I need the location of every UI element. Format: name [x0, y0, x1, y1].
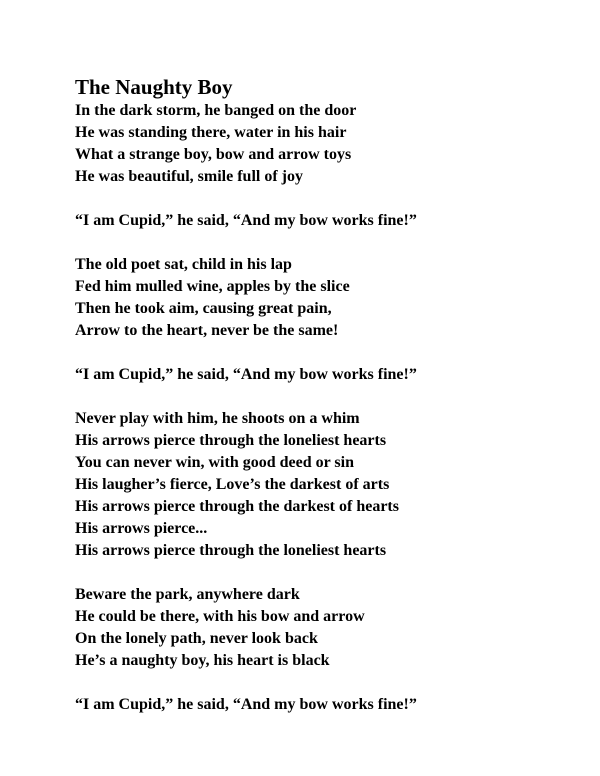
- poem-line: His arrows pierce through the loneliest hearts: [75, 432, 387, 449]
- refrain-line: “I am Cupid,” he said, “And my bow works fine!”: [75, 366, 417, 383]
- stanza-6: [75, 584, 575, 672]
- poem-title: The Naughty Boy: [75, 75, 233, 99]
- poem-line: Then he took aim, causing great pain,: [75, 300, 332, 317]
- poem-page: [75, 75, 575, 738]
- poem-line: His arrows pierce...: [75, 520, 208, 537]
- poem-line: His laugher’s fierce, Love’s the darkest of arts: [75, 476, 390, 493]
- poem-line: His arrows pierce through the darkest of hearts: [75, 498, 399, 515]
- poem-line: His arrows pierce through the loneliest hearts: [75, 542, 387, 559]
- refrain-line: “I am Cupid,” he said, “And my bow works fine!”: [75, 212, 417, 229]
- stanza-2-refrain: [75, 210, 575, 232]
- poem-line: Beware the park, anywhere dark: [75, 586, 300, 603]
- poem-line: In the dark storm, he banged on the door: [75, 102, 357, 119]
- poem-line: The old poet sat, child in his lap: [75, 256, 292, 273]
- stanza-5: [75, 408, 575, 562]
- stanza-3: [75, 254, 575, 342]
- poem-line: Arrow to the heart, never be the same!: [75, 322, 339, 339]
- poem-line: On the lonely path, never look back: [75, 630, 318, 647]
- poem-line: You can never win, with good deed or sin: [75, 454, 354, 471]
- poem-line: He was beautiful, smile full of joy: [75, 168, 303, 185]
- poem-line: He could be there, with his bow and arrow: [75, 608, 365, 625]
- poem-line: Never play with him, he shoots on a whim: [75, 410, 360, 427]
- refrain-line: “I am Cupid,” he said, “And my bow works fine!”: [75, 696, 417, 713]
- stanza-1: [75, 100, 575, 188]
- poem-line: Fed him mulled wine, apples by the slice: [75, 278, 350, 295]
- poem-line: He was standing there, water in his hair: [75, 124, 347, 141]
- poem-line: He’s a naughty boy, his heart is black: [75, 652, 330, 669]
- stanza-7-refrain: [75, 694, 575, 716]
- poem-line: What a strange boy, bow and arrow toys: [75, 146, 352, 163]
- stanza-4-refrain: [75, 364, 575, 386]
